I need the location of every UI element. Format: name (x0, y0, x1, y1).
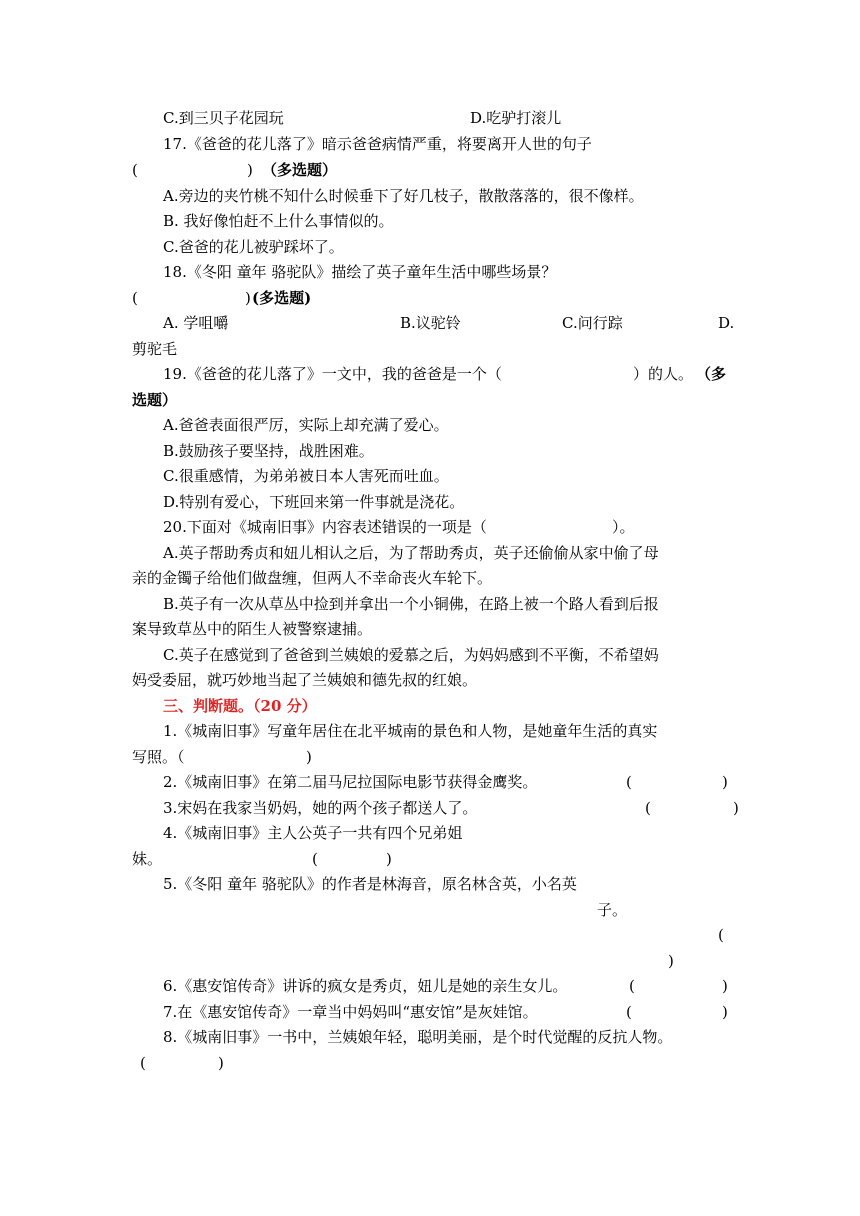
judge-8-close: ) (218, 1054, 224, 1072)
q19-type-tag-cont: 选题） (132, 391, 178, 409)
judge-3-close: ) (733, 799, 739, 817)
q20-option-a-cont: 亲的金镯子给他们做盘缠，但两人不幸命丧火车轮下。 (132, 569, 493, 587)
judge-2-close: ) (722, 773, 728, 791)
q19-option-a: A.爸爸表面很严厉，实际上却充满了爱心。 (163, 416, 449, 434)
q20-option-c-cont: 妈受委屈，就巧妙地当起了兰姨娘和德先叔的红娘。 (132, 671, 478, 689)
q20-stem: 20.下面对《城南旧事》内容表述错误的一项是（ (163, 518, 487, 536)
q19-type-tag: （多 (696, 365, 727, 383)
judge-3-open: ( (645, 799, 651, 817)
q17-option-a: A.旁边的夹竹桃不知什么时候垂下了好几枝子，散散落落的，很不像样。 (163, 187, 644, 205)
judge-8-open: ( (140, 1054, 146, 1072)
judge-1: 1.《城南旧事》写童年居住在北平城南的景色和人物，是她童年生活的真实 (163, 722, 658, 740)
q20-option-a: A.英子帮助秀贞和妞儿相认之后，为了帮助秀贞，英子还偷偷从家中偷了母 (163, 544, 659, 562)
q19-stem: 19.《爸爸的花儿落了》一文中，我的爸爸是一个（ (163, 365, 502, 383)
q16-option-c: C.到三贝子花园玩 (163, 109, 284, 127)
q20-option-b-cont: 案导致草丛中的陌生人被警察逮捕。 (132, 620, 373, 638)
q18-type-tag: (多选题) (252, 289, 312, 307)
judge-6-open: ( (629, 977, 635, 995)
q18-option-b: B.议驼铃 (400, 314, 461, 332)
q18-option-a: A. 学咀嚼 (163, 314, 229, 332)
judge-7-close: ) (722, 1003, 728, 1021)
judge-5-cont: 子。 (597, 901, 628, 919)
judge-1-close: ) (306, 748, 312, 766)
q18-option-c: C.问行踪 (562, 314, 623, 332)
q17-option-c: C.爸爸的花儿被驴踩坏了。 (163, 238, 344, 256)
judge-1-cont: 写照。（ (132, 748, 185, 766)
q18-option-d-text: 剪驼毛 (132, 340, 178, 358)
q19-option-d: D.特别有爱心，下班回来第一件事就是浇花。 (163, 493, 465, 511)
q17-option-b: B. 我好像怕赶不上什么事情似的。 (163, 212, 394, 230)
judge-6-close: ) (722, 977, 728, 995)
q17-blank-open: ( (132, 161, 138, 179)
judge-3: 3.宋妈在我家当奶妈，她的两个孩子都送人了。 (163, 799, 478, 817)
judge-5: 5.《冬阳 童年 骆驼队》的作者是林海音，原名林含英，小名英 (163, 875, 577, 893)
q19-stem-end: ）的人。 (633, 365, 694, 383)
q18-blank-close: ) (245, 289, 251, 307)
judge-6: 6.《惠安馆传奇》讲诉的疯女是秀贞，妞儿是她的亲生女儿。 (163, 977, 568, 995)
q16-option-d: D.吃驴打滚儿 (470, 109, 562, 127)
q20-option-b: B.英子有一次从草丛中捡到并拿出一个小铜佛，在路上被一个路人看到后报 (163, 595, 659, 613)
q20-option-c: C.英子在感觉到了爸爸到兰姨娘的爱慕之后，为妈妈感到不平衡，不希望妈 (163, 646, 659, 664)
judge-5-close: ) (668, 952, 674, 970)
q19-option-b: B.鼓励孩子要坚持，战胜困难。 (163, 442, 374, 460)
q18-blank-open: ( (132, 289, 138, 307)
q20-stem-end: ）。 (612, 518, 635, 536)
judge-8: 8.《城南旧事》一书中，兰姨娘年轻，聪明美丽，是个时代觉醒的反抗人物。 (163, 1028, 673, 1046)
judge-2: 2.《城南旧事》在第二届马尼拉国际电影节获得金鹰奖。 (163, 773, 538, 791)
q18-stem: 18.《冬阳 童年 骆驼队》描绘了英子童年生活中哪些场景？ (163, 263, 557, 281)
q18-option-d: D. (718, 314, 735, 332)
q17-blank-close: ) (247, 161, 253, 179)
judge-5-open: ( (718, 926, 724, 944)
q17-stem: 17.《爸爸的花儿落了》暗示爸爸病情严重，将要离开人世的句子 (163, 135, 592, 153)
judge-4: 4.《城南旧事》主人公英子一共有四个兄弟姐 (163, 824, 463, 842)
judge-2-open: ( (626, 773, 632, 791)
q17-type-tag: （多选题） (262, 161, 338, 179)
judge-7: 7.在《惠安馆传奇》一章当中妈妈叫“惠安馆”是灰娃馆。 (163, 1003, 538, 1021)
judge-7-open: ( (626, 1003, 632, 1021)
q19-option-c: C.很重感情，为弟弟被日本人害死而吐血。 (163, 467, 449, 485)
judge-4-cont: 妹。 (132, 850, 163, 868)
section-3-title: 三、判断题。（20 分） (163, 697, 317, 715)
judge-4-open: ( (312, 850, 318, 868)
judge-4-close: ) (386, 850, 392, 868)
